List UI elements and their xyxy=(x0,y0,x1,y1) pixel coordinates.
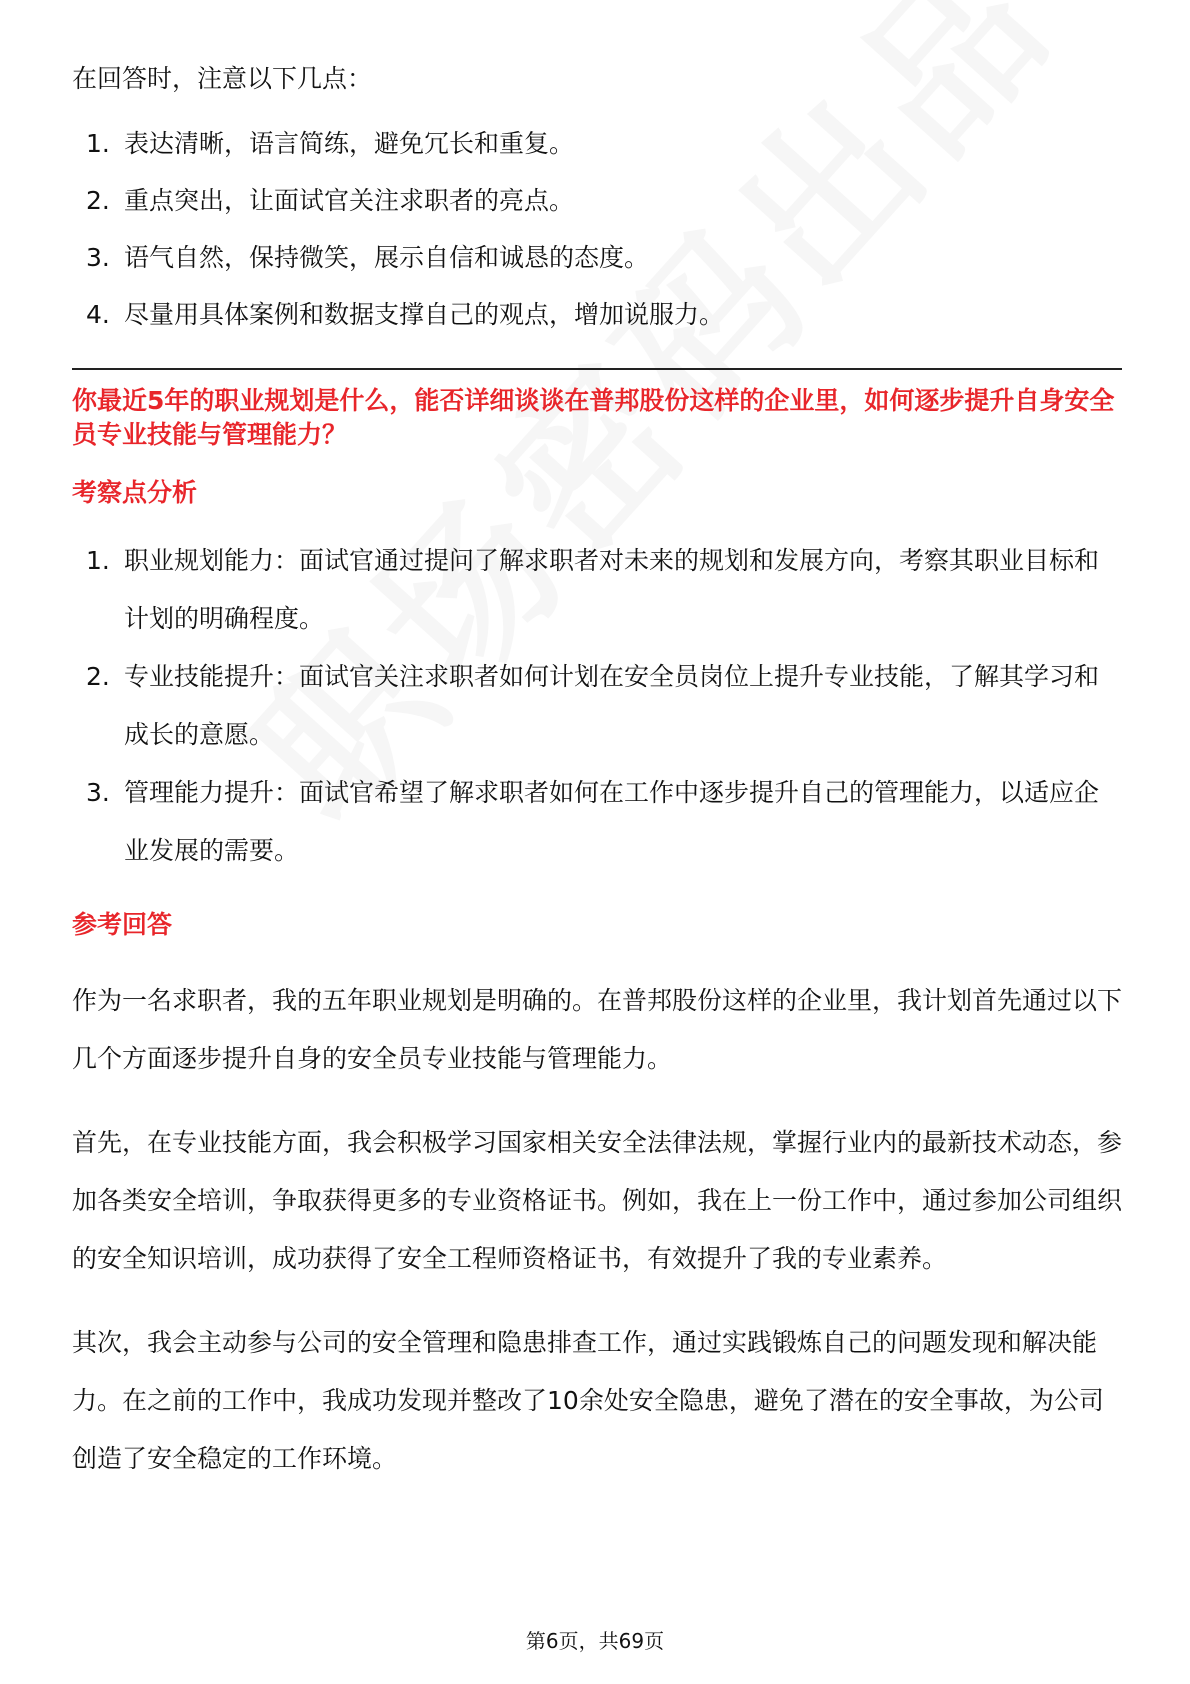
list-text: 专业技能提升：面试官关注求职者如何计划在安全员岗位上提升专业技能，了解其学习和成长的意愿。 xyxy=(124,662,1100,749)
tips-intro: 在回答时，注意以下几点： xyxy=(72,64,373,93)
page-number: 第6页，共69页 xyxy=(525,1629,665,1653)
list-number: 1. xyxy=(86,546,110,575)
reference-paragraph: 首先，在专业技能方面，我会积极学习国家相关安全法律法规，掌握行业内的最新技术动态，参加各类安全培训，争取获得更多的专业资格证书。例如，我在上一份工作中，通过参加公司组织的安全知识培训，成功获得了安全工程师资格证书，有效提升了我的专业素养。 xyxy=(72,1128,1123,1273)
list-text: 管理能力提升：面试官希望了解求职者如何在工作中逐步提升自己的管理能力，以适应企业发展的需要。 xyxy=(124,778,1100,865)
reference-paragraph: 其次，我会主动参与公司的安全管理和隐患排查工作，通过实践锻炼自己的问题发现和解决能力。在之前的工作中，我成功发现并整改了10余处安全隐患，避免了潜在的安全事故，为公司创造了安全稳定的工作环境。 xyxy=(72,1328,1104,1473)
list-item xyxy=(72,764,1122,880)
page-content xyxy=(72,58,1122,1514)
list-item xyxy=(72,182,1122,220)
reference-paragraph: 作为一名求职者，我的五年职业规划是明确的。在普邦股份这样的企业里，我计划首先通过以下几个方面逐步提升自身的安全员专业技能与管理能力。 xyxy=(72,986,1123,1073)
list-text: 表达清晰，语言简练，避免冗长和重复。 xyxy=(124,129,575,158)
list-number: 3. xyxy=(86,243,110,272)
list-item xyxy=(72,296,1122,334)
list-item xyxy=(72,532,1122,648)
list-number: 4. xyxy=(86,300,110,329)
list-item xyxy=(72,648,1122,764)
interview-question: 你最近5年的职业规划是什么，能否详细谈谈在普邦股份这样的企业里，如何逐步提升自身安全员专业技能与管理能力？ xyxy=(72,386,1115,449)
analysis-list xyxy=(72,532,1122,880)
list-text: 职业规划能力：面试官通过提问了解求职者对未来的规划和发展方向，考察其职业目标和计划的明确程度。 xyxy=(124,546,1100,633)
section-divider xyxy=(72,368,1122,370)
analysis-heading: 考察点分析 xyxy=(72,478,198,507)
reference-heading: 参考回答 xyxy=(72,910,173,939)
list-number: 3. xyxy=(86,778,110,807)
list-text: 尽量用具体案例和数据支撑自己的观点，增加说服力。 xyxy=(124,300,725,329)
list-text: 语气自然，保持微笑，展示自信和诚恳的态度。 xyxy=(124,243,650,272)
list-number: 1. xyxy=(86,129,110,158)
tips-list xyxy=(72,125,1122,334)
list-number: 2. xyxy=(86,186,110,215)
list-item xyxy=(72,239,1122,277)
list-item xyxy=(72,125,1122,163)
list-text: 重点突出，让面试官关注求职者的亮点。 xyxy=(124,186,575,215)
list-number: 2. xyxy=(86,662,110,691)
